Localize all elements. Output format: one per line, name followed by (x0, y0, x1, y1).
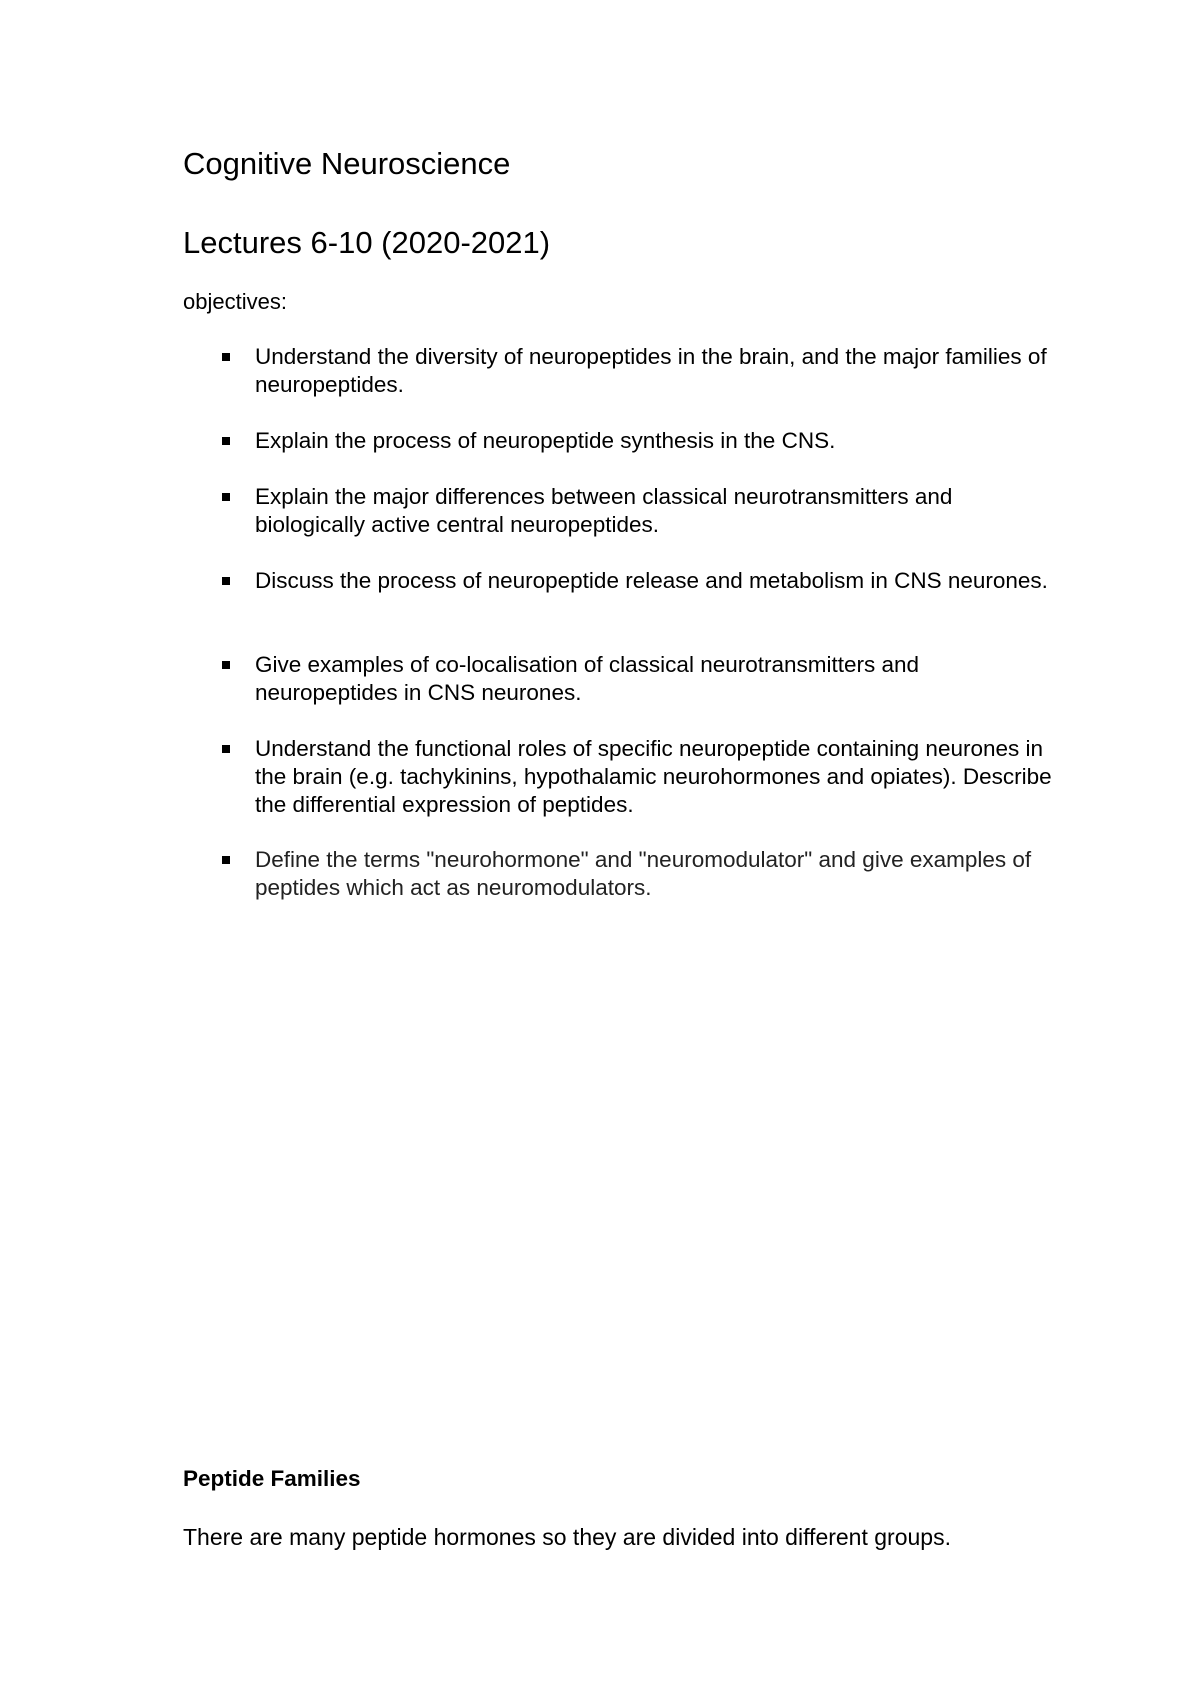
objective-text: Give examples of co-localisation of classical neurotransmitters and neuropeptides in CNS neurones. (255, 652, 920, 705)
document-subtitle: Lectures 6-10 (2020-2021) (183, 225, 551, 260)
square-bullet-icon (222, 577, 230, 585)
objective-text: Discuss the process of neuropeptide release and metabolism in CNS neurones. (255, 568, 1048, 593)
section-heading-peptide-families: Peptide Families (183, 1466, 361, 1491)
objective-item (255, 735, 1055, 819)
square-bullet-icon (222, 437, 230, 445)
objective-item (255, 427, 1055, 455)
objective-item (255, 343, 1055, 399)
objective-item (255, 567, 1055, 595)
objective-text: Explain the major differences between classical neurotransmitters and biologically active central neuropeptides. (255, 484, 953, 537)
square-bullet-icon (222, 353, 230, 361)
section-body-text: There are many peptide hormones so they are divided into different groups. (183, 1524, 951, 1550)
objective-item (255, 846, 1055, 902)
objective-text: Understand the diversity of neuropeptides in the brain, and the major families of neuropeptides. (255, 344, 1047, 397)
square-bullet-icon (222, 493, 230, 501)
objective-item (255, 651, 1055, 707)
objective-text: Explain the process of neuropeptide synthesis in the CNS. (255, 428, 836, 453)
objective-item (255, 483, 1055, 539)
objective-text: Define the terms "neurohormone" and "neuromodulator" and give examples of peptides which act as neuromodulators. (255, 847, 1032, 900)
square-bullet-icon (222, 661, 230, 669)
objective-text: Understand the functional roles of specific neuropeptide containing neurones in the brain (e.g. tachykinins, hypothalamic neurohormones and opiates). Describe the differential expression of peptides. (255, 736, 1052, 817)
square-bullet-icon (222, 745, 230, 753)
document-title: Cognitive Neuroscience (183, 146, 511, 181)
objectives-label: objectives: (183, 289, 287, 314)
square-bullet-icon (222, 856, 230, 864)
